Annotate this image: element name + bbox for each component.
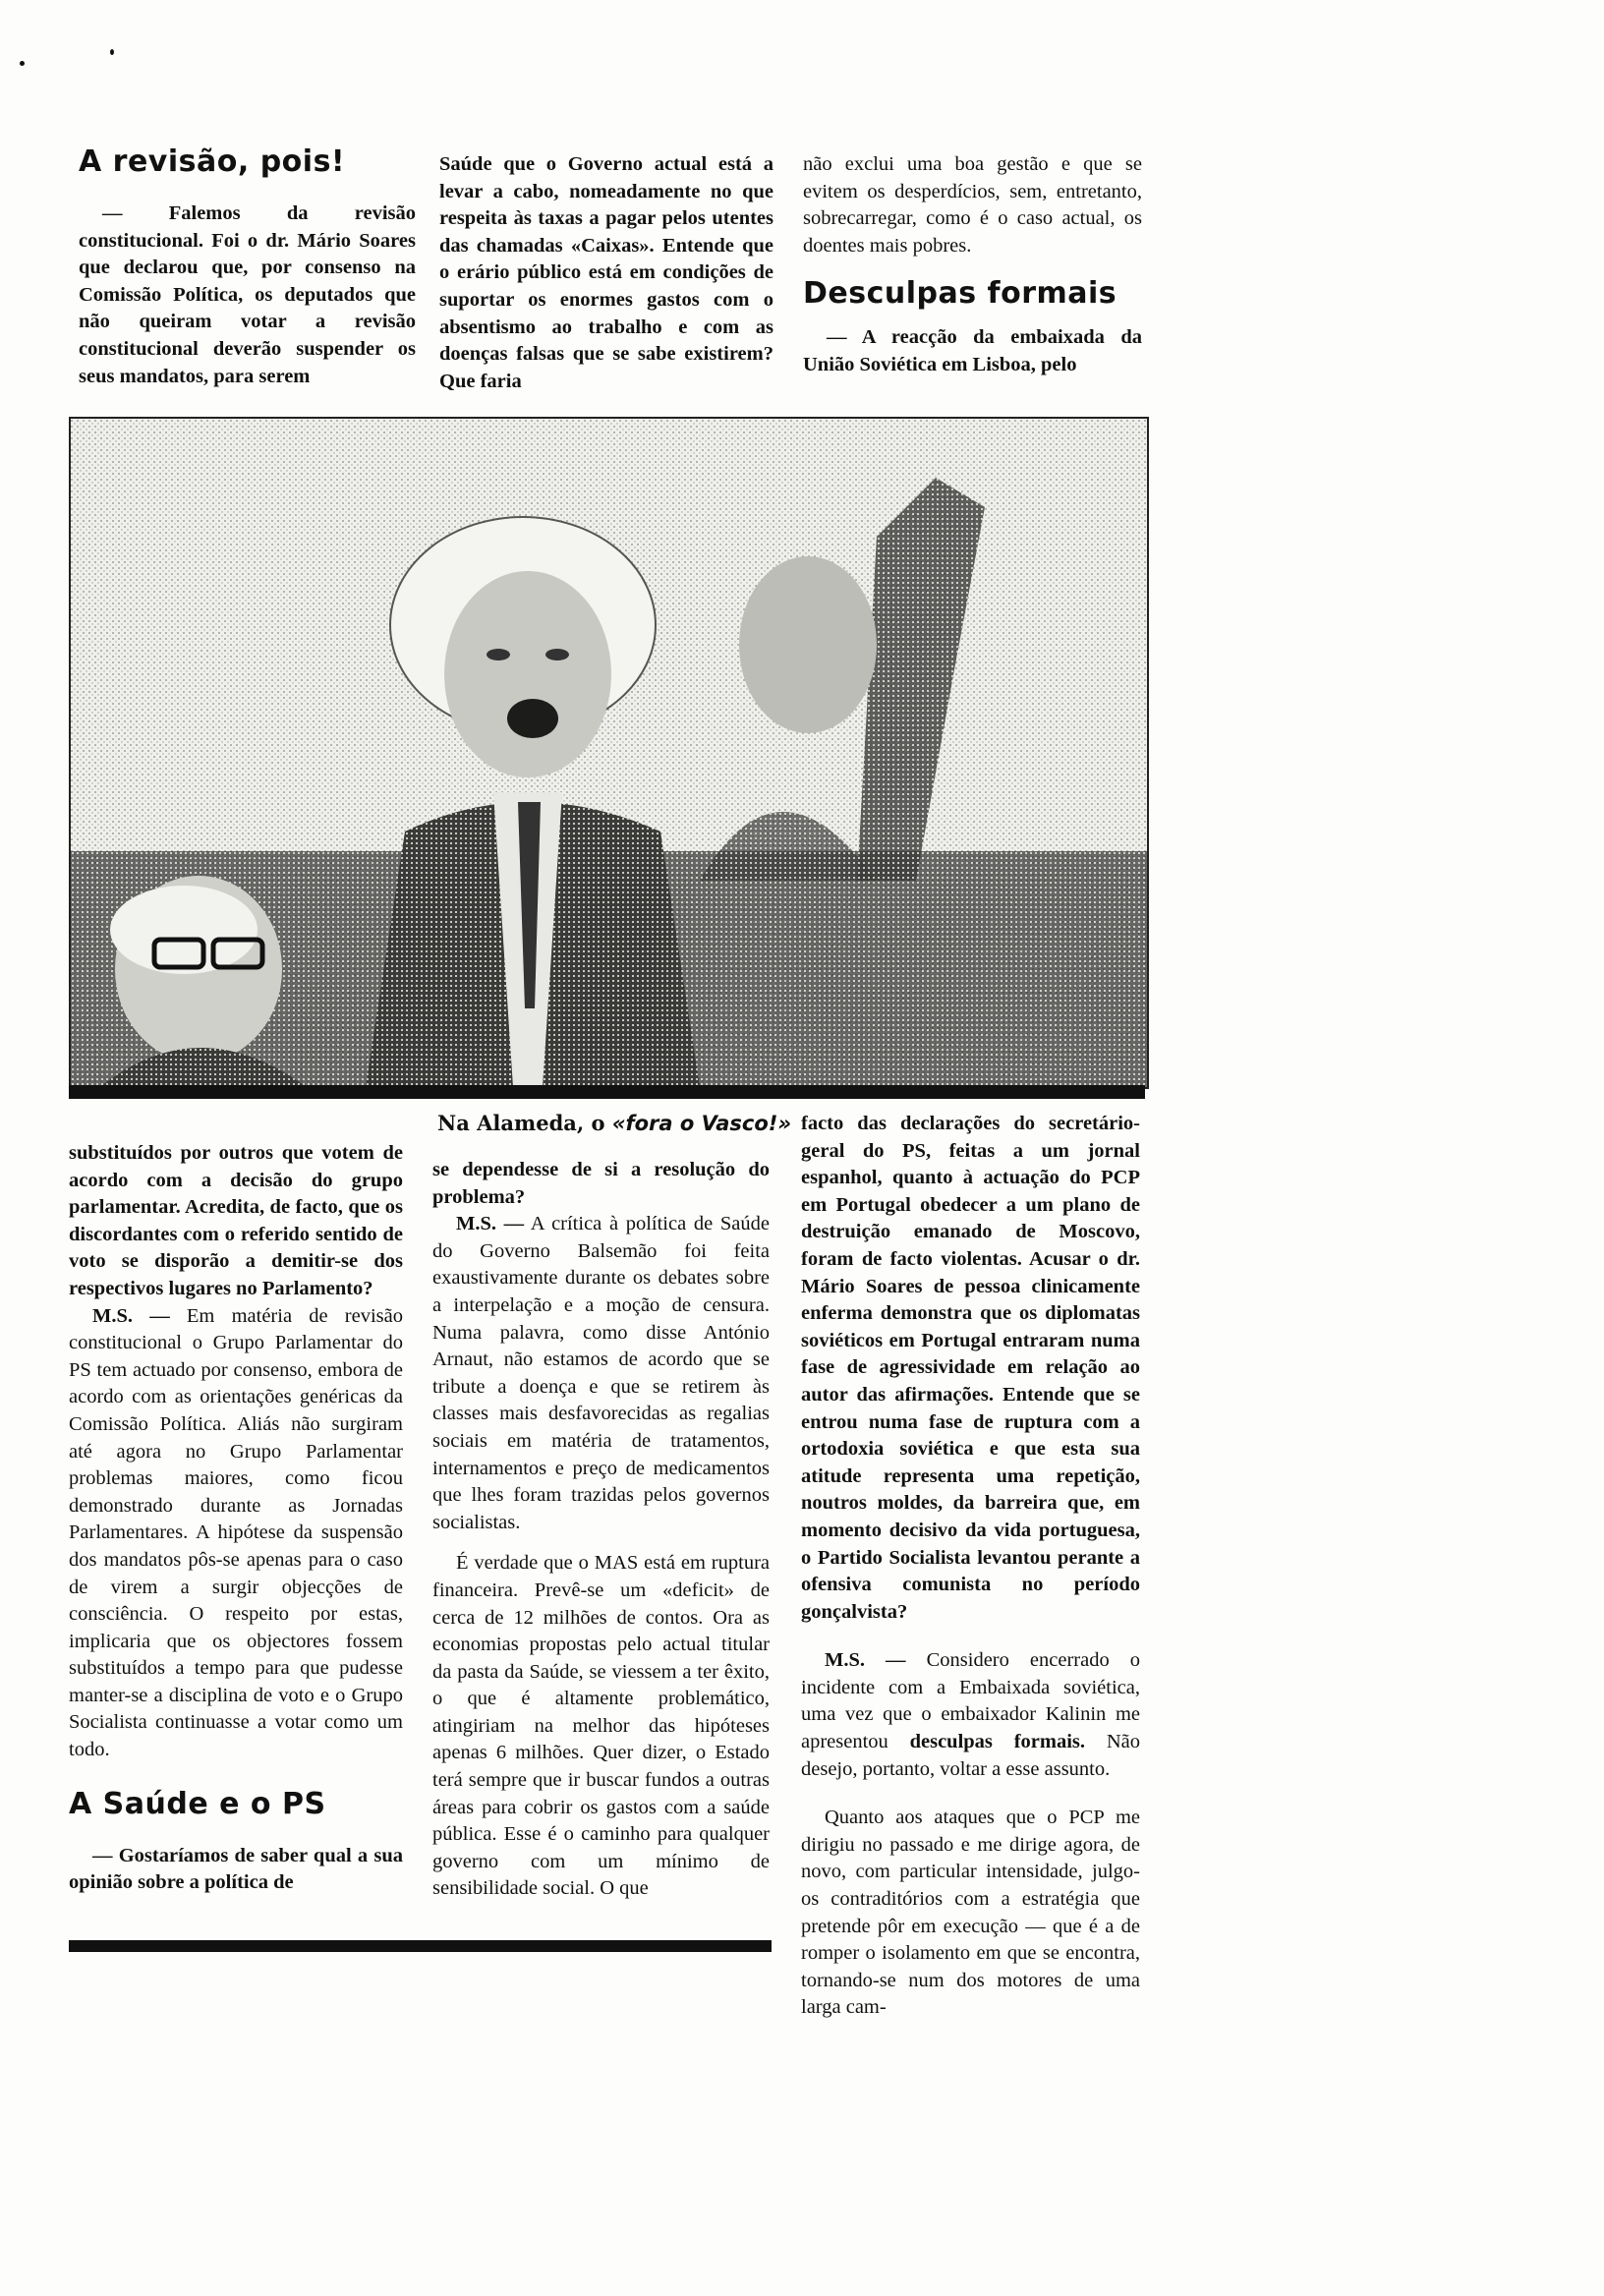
- question-saude-cont: Saúde que o Governo actual está a levar a cabo, nomeadamente no que respeita às taxas a pagar pelos utentes das chamadas «Caixas». Entende que o erário público está em condições de suportar os enormes gastos com o absentismo ao trabalho e com as doenças falsas que se sabe existirem? Que faria: [439, 153, 773, 392]
- answer-embaixada-bold: desculpas formais.: [909, 1731, 1086, 1753]
- caption-quote: «fora o Vasco!»: [611, 1112, 791, 1135]
- photo-bottom-bar: [69, 1085, 1145, 1099]
- answer-embaixada-a: Considero encerrado o incidente com a Embaixada soviética, uma vez que o embaixador Kalinin me apresentou: [801, 1649, 1141, 1753]
- question-embaixada-cont: facto das declarações do secretário-geral do PS, feitas a um jornal espanhol, quanto à actuação do PCP em Portugal obedecer a um plano de destruição emanado de Moscovo, foram de facto violentas. Acusar o dr. Mário Soares de pessoa clinicamente enferma demonstra que os diplomatas soviéticos em Portugal entraram numa fase de agressividade em relação ao autor das afirmações. Entende que se entrou numa fase de ruptura com a ortodoxia soviética e que esta sua atitude representa uma repetição, noutros moldes, da barreira que, em momento decisivo da vida portuguesa, o Partido Socialista levantou perante a ofensiva comunista no período gonçalvista?: [801, 1113, 1140, 1623]
- answer-pcp: Quanto aos ataques que o PCP me dirigiu no passado e me dirige agora, de novo, com particular intensidade, julgo-os contraditórios com a estratégia que pretende pôr em execução — que é a de romper o isolamento em que se encontra, tornando-se num dos motores de uma larga cam-: [801, 1807, 1140, 2019]
- heading-revisao: A revisão, pois!: [79, 144, 346, 179]
- print-speck: [20, 61, 25, 66]
- answer-saude-2: É verdade que o MAS está em ruptura financeira. Prevê-se um «deficit» de cerca de 12 milhões de contos. Ora as economias propostas pelo actual titular da pasta da Saúde, se viessem a ter êxito, o que é altamente problemático, atingiriam na melhor das hipóteses apenas 6 milhões. Quer dizer, o Estado terá sempre que ir buscar fundos a outras áreas para cobrir os gastos com a saúde pública. Esse é o caminho para qualquer governo com um mínimo de sensibilidade social. O que: [432, 1552, 770, 1900]
- column-3-bottom: [801, 1111, 1140, 2022]
- answer-revisao: Em matéria de revisão constitucional o Grupo Parlamentar do PS tem actuado por consenso, embora de acordo com as orientações genéricas da Comissão Política. Aliás não surgiram até agora no Grupo Parlamentar problemas maiores, como ficou demonstrado durante as Jornadas Parlamentares. A hipótese da suspensão dos mandatos pôs-se apenas para o caso de virem a surgir objecções de consciência. O respeito por estas, implicaria que os objectores fossem substituídos a tempo para que pudesse manter-se a disciplina de voto e o Grupo Socialista continuasse a votar como um todo.: [69, 1304, 403, 1761]
- answer-saude-end: não exclui uma boa gestão e que se evitem os desperdícios, sem, entretanto, sobrecarregar, como é o caso actual, os doentes mais pobres.: [803, 153, 1142, 257]
- print-speck: [110, 49, 114, 55]
- question-revisao-cont: substituídos por outros que votem de acordo com a decisão do grupo parlamentar. Acredita, de facto, que os discordantes com o referido sentido de voto se disporão a demitir-se dos respectivos lugares no Parlamento?: [69, 1142, 403, 1299]
- answer-saude: A crítica à política de Saúde do Governo Balsemão foi feita exaustivamente durante os debates sobre a interpelação e a moção de censura. Numa palavra, como disse António Arnaut, não estamos de acordo que se tribute a doença e que se retirem às classes mais desfavorecidas as regalias sociais em matéria de tratamentos, internamentos e preço de medicamentos que lhes foram trazidas pelos governos socialistas.: [432, 1213, 770, 1533]
- photo-caption: [69, 1111, 791, 1135]
- heading-desculpas: Desculpas formais: [803, 276, 1117, 312]
- caption-prefix: Na Alameda, o: [437, 1111, 605, 1135]
- news-photo: [69, 417, 1149, 1089]
- question-saude: — Gostaríamos de saber qual a sua opinião sobre a política de: [69, 1844, 403, 1894]
- question-embaixada: — A reacção da embaixada da União Soviética em Lisboa, pelo: [803, 326, 1142, 375]
- question-saude-end: se dependesse de si a resolução do problema?: [432, 1159, 770, 1208]
- answer-lead-ms: M.S. —: [456, 1213, 525, 1235]
- question-revisao: — Falemos da revisão constitucional. Foi o dr. Mário Soares que declarou que, por consenso na Comissão Política, os deputados que não queiram votar a revisão constitucional deverão suspender os seus mandatos, para serem: [79, 202, 416, 387]
- column-1-bottom: [69, 1140, 403, 1897]
- answer-lead-ms: M.S. —: [92, 1304, 170, 1327]
- column-2-bottom: [432, 1157, 770, 1903]
- column-3-top: [803, 151, 1142, 379]
- heading-saude: A Saúde e o PS: [69, 1786, 326, 1821]
- column-2-top: [439, 151, 773, 395]
- photo-illustration: [71, 419, 1147, 1087]
- answer-embaixada-b: Não desejo, portanto, voltar a esse assunto.: [801, 1731, 1140, 1780]
- section-rule: [69, 1940, 772, 1952]
- column-1-top: [79, 145, 416, 390]
- answer-lead-ms: M.S. —: [825, 1649, 906, 1672]
